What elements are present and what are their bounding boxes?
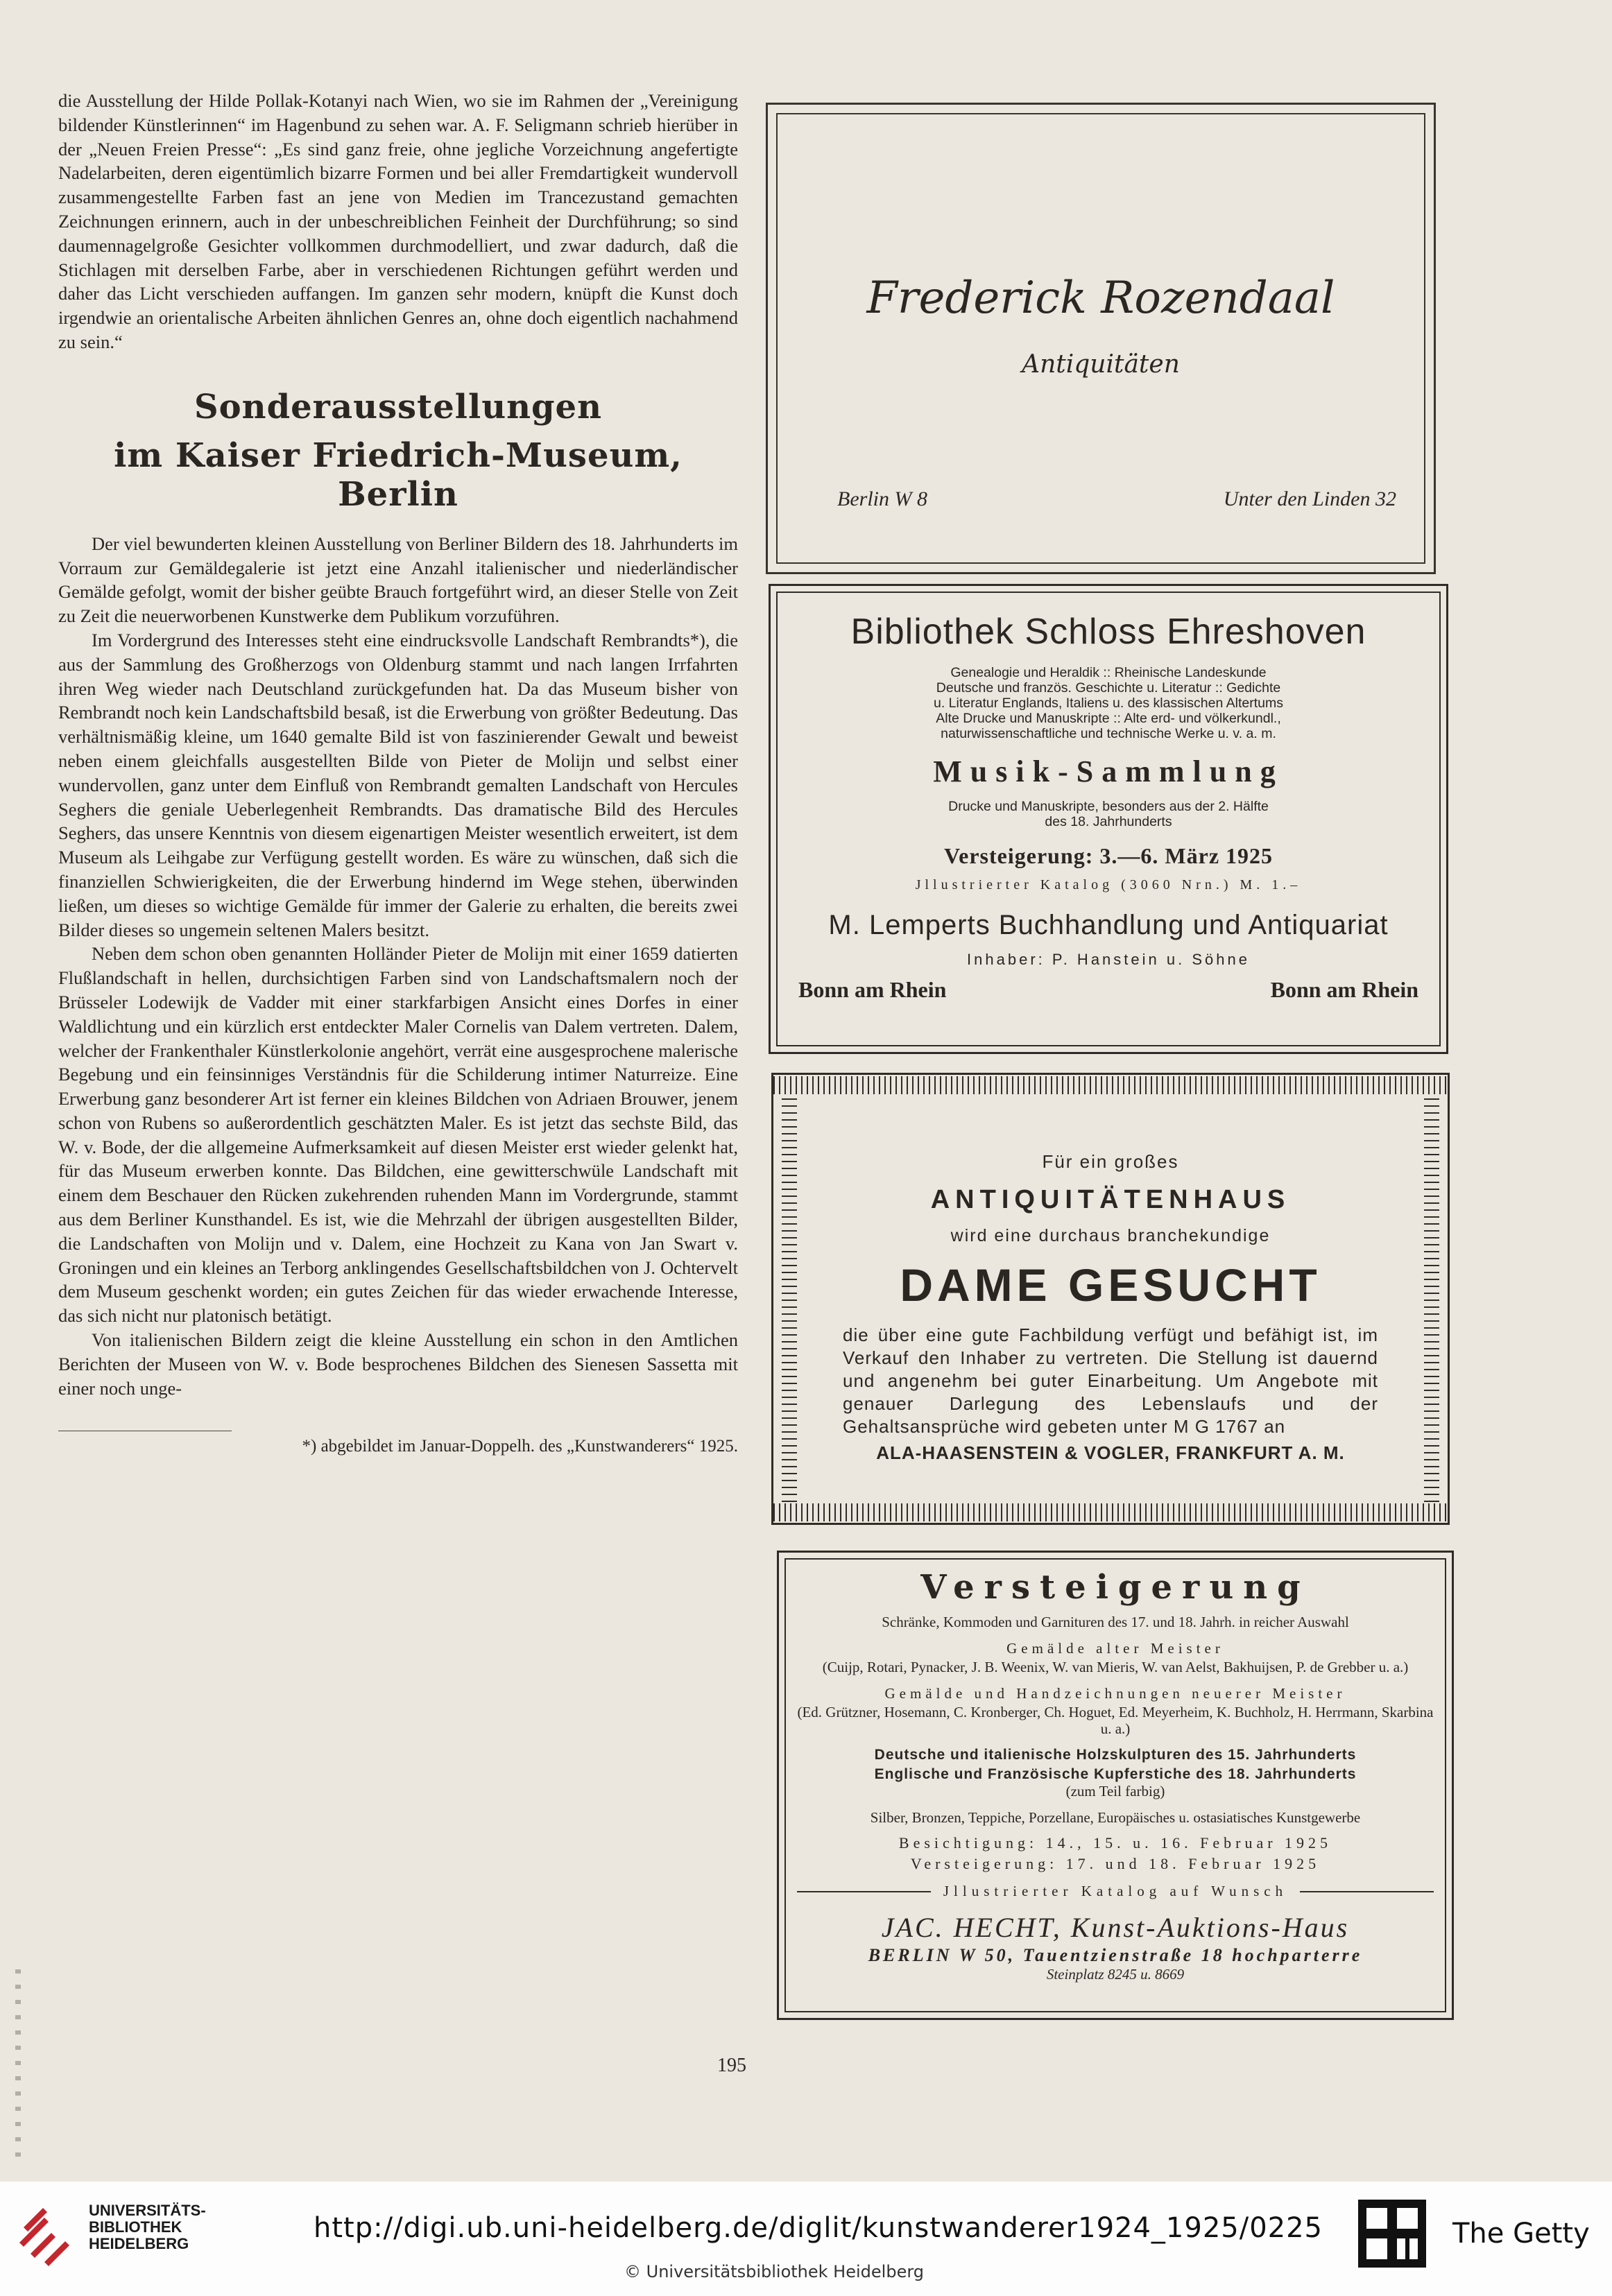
ad-antiquitaetenhaus-intro: Für ein großes xyxy=(1042,1151,1179,1172)
ad-ehreshoven-musik-line: Drucke und Manuskripte, besonders aus der 2. Hälfte xyxy=(948,799,1269,814)
ad-antiquitaetenhaus-body: die über eine gute Fachbildung verfügt und befähigt ist, im Verkauf den Inhaber zu vertreten. Die Stellung ist dauernd und angenehm bei guter Einarbeitung. Um Angebote mit genauer Darlegung des Lebenslaufs und der Gehaltsansprüche wird gebeten unter M G 1767 an xyxy=(843,1324,1378,1437)
ad-ehreshoven-musik: Musik-Sammlung xyxy=(933,754,1284,788)
ad-rozendaal-subtitle: Antiquitäten xyxy=(1022,350,1180,379)
heidelberg-library-logo-icon[interactable] xyxy=(17,2200,71,2266)
ad-ehreshoven-owner: Inhaber: P. Hanstein u. Söhne xyxy=(967,951,1250,968)
ad-versteigerung-sculpture: Deutsche und italienische Holzskulpturen des 15. Jahrhunderts xyxy=(874,1747,1357,1763)
permalink-url[interactable]: http://digi.ub.uni-heidelberg.de/diglit/kunstwanderer1924_1925/0225 xyxy=(314,2212,1323,2244)
ad-versteigerung-new-masters-names: (Ed. Grützner, Hosemann, C. Kronberger, Ch. Hoguet, Ed. Meyerheim, K. Buchholz, H. Herrmann, Skarbina u. a.) xyxy=(797,1704,1434,1737)
ad-ehreshoven-line: Deutsche und französ. Geschichte u. Literatur :: Gedichte xyxy=(936,680,1281,696)
ad-versteigerung xyxy=(777,1551,1454,2020)
ad-versteigerung-prints: Englische und Französische Kupferstiche des 18. Jahrhunderts xyxy=(874,1766,1357,1782)
ad-ehreshoven-cities xyxy=(798,977,1418,1003)
university-name-line: BIBLIOTHEK xyxy=(89,2218,182,2236)
ad-versteigerung-viewing: Besichtigung: 14., 15. u. 16. Februar 1925 xyxy=(898,1834,1332,1852)
ad-rozendaal-frame xyxy=(776,113,1425,564)
article-paragraph: Der viel bewunderten kleinen Ausstellung von Berliner Bildern des 18. Jahrhunderts im Vorraum zur Gemäldegalerie ist jetzt eine Anzahl italienischer und niederländischer Gemälde gefolgt, womit der bisher geübte Brauch fortgeführt wird, an dieser Stelle von Zeit zu Zeit die neuerworbenen Kunstwerke dem Publikum vorzuführen. xyxy=(58,533,738,627)
ad-versteigerung-title: Versteigerung xyxy=(920,1568,1310,1607)
ad-versteigerung-phone: Steinplatz 8245 u. 8669 xyxy=(1046,1966,1185,1983)
ad-ehreshoven-line: u. Literatur Englands, Italiens u. des klassischen Altertums xyxy=(933,696,1283,711)
ad-antiquitaetenhaus-mid: wird eine durchaus branchekundige xyxy=(950,1226,1271,1245)
article-heading-line1: Sonderausstellungen xyxy=(194,387,602,426)
university-name-line: HEIDELBERG xyxy=(89,2235,189,2252)
ad-versteigerung-furniture: Schränke, Kommoden und Garnituren des 17. und 18. Jahrh. in reicher Auswahl xyxy=(882,1614,1349,1630)
article-intro-paragraph: die Ausstellung der Hilde Pollak-Kotanyi nach Wien, wo sie im Rahmen der „Vereinigung bildender Künstlerinnen“ im Hagenbund zu sehen war. A. F. Seligmann schrieb hierüber in der „Neuen Freien Presse“: „Es sind ganz freie, ohne jegliche Vorzeichnung angefertigte Nadelarbeiten, deren eigentümlich bizarre Formen und bei aller Fremdartigkeit wundervoll zusammengestellte Farben fast an jene von Medien im Trancezustand gemachten Zeichnungen erinnern, auch in der unbeschreiblichen Feinheit der Durchführung; so sind daumennagelgroße Gesichter vollkommen durchmodelliert, und zwar dadurch, daß die Stichlagen mit derselben Farbe, aber in verschiedenen Richtungen geführt werden und daher das Licht verschieden auffangen. Im ganzen sehr modern, knüpft die Kunst doch irgendwie an orientalische Arbeiten ähnlichen Genres an, ohne doch eigentlich nachahmend zu sein.“ xyxy=(58,90,738,352)
ad-versteigerung-frame xyxy=(784,1558,1446,2012)
copyright-notice: © Universitätsbibliothek Heidelberg xyxy=(624,2262,925,2281)
viewer-footer xyxy=(0,2182,1612,2296)
ornamental-border-bottom xyxy=(773,1503,1448,1521)
getty-logo-icon[interactable] xyxy=(1358,2200,1426,2268)
ad-antiquitaetenhaus-content xyxy=(843,1151,1378,1464)
ad-ehreshoven-city-left: Bonn am Rhein xyxy=(798,977,947,1002)
article-paragraph: Neben dem schon oben genannten Holländer Pieter de Molijn mit einer 1659 datierten Flußlandschaft in hellen, durchsichtigen Farben sind von Landschaftsmalern noch der Brüsseler Lodewijk de Vadder mit einer starkfarbigen Ansicht eines Dorfes in einer Waldlichtung und ein kürzlich erst entdeckter Maler Cornelis van Dalem vertreten. Dalem, welcher der Frankenthaler Künstlerkolonie angehört, verrät eine ausgesprochene malerische Begebung und ein feinsinniges Verständnis für die Schilderung intimer Naturreize. Eine Erwerbung ganz besonderer Art ist ferner ein kleines Bildchen von Adriaen Brouwer, jenem schon von Rubens so außerordentlich geschätzten Maler. Es ist jetzt das sechste Bild, das W. v. Bode, der die allgemeine Aufmerksamkeit auf diesen Meister erst wieder gelenkt hat, für das Museum erwerben konnte. Das Bildchen, eine gewitterschwüle Landschaft mit einem dem Beschauer den Rücken zukehrenden ruhenden Mann im Vordergrunde, stammt aus dem Berliner Kunsthandel. Es ist, wie die Mehrzahl der übrigen ausgestellten Bilder, die Landschaften von Molijn und v. Dalem, eine Hochzeit zu Kana von Jan Swart v. Groningen und ein kleines an Terborg anklingendes Gesellschaftsbildchen von J. Ochtervelt dem Museum geschenkt worden; ein gutes Zeichen für das wieder erwachende Interesse, das sich nicht nur platonisch betätigt. xyxy=(58,943,738,1327)
university-name-line: UNIVERSITÄTS- xyxy=(89,2202,206,2219)
ad-ehreshoven-line: Genealogie und Heraldik :: Rheinische Landeskunde xyxy=(950,665,1267,680)
page-edge-marks xyxy=(15,1969,21,2164)
ad-ehreshoven xyxy=(769,584,1448,1054)
ad-antiquitaetenhaus-title: ANTIQUITÄTENHAUS xyxy=(930,1185,1291,1214)
ad-versteigerung-old-masters: Gemälde alter Meister xyxy=(1006,1640,1224,1657)
ad-antiquitaetenhaus xyxy=(771,1073,1450,1525)
ad-versteigerung-house: JAC. HECHT, Kunst-Auktions-Haus xyxy=(881,1912,1350,1943)
ad-ehreshoven-musik-line: des 18. Jahrhunderts xyxy=(1045,814,1172,829)
ornamental-border-right xyxy=(1424,1096,1439,1502)
ad-ehreshoven-city-right: Bonn am Rhein xyxy=(1270,977,1418,1002)
getty-name: The Getty xyxy=(1452,2218,1590,2250)
ad-versteigerung-catalog-row xyxy=(797,1883,1434,1900)
ad-ehreshoven-auction: Versteigerung: 3.—6. März 1925 xyxy=(943,843,1274,868)
university-library-name xyxy=(89,2202,206,2252)
ad-antiquitaetenhaus-headline: DAME GESUCHT xyxy=(900,1259,1321,1311)
ad-ehreshoven-line: Alte Drucke und Manuskripte :: Alte erd- und völkerkundl., xyxy=(936,711,1281,726)
ad-ehreshoven-frame xyxy=(776,592,1441,1046)
ad-rozendaal-name: Frederick Rozendaal xyxy=(866,273,1335,324)
divider xyxy=(797,1891,931,1892)
ad-ehreshoven-title: Bibliothek Schloss Ehreshoven xyxy=(850,612,1366,652)
ad-ehreshoven-dealer: M. Lemperts Buchhandlung und Antiquariat xyxy=(828,910,1389,940)
ad-versteigerung-catalog: Jllustrierter Katalog auf Wunsch xyxy=(943,1883,1288,1899)
ornamental-border-left xyxy=(782,1096,797,1502)
article-heading-line2: im Kaiser Friedrich-Museum, Berlin xyxy=(114,435,683,514)
ad-versteigerung-address: BERLIN W 50, Tauentzienstraße 18 hochparterre xyxy=(868,1945,1363,1965)
ad-versteigerung-dates: Versteigerung: 17. und 18. Februar 1925 xyxy=(910,1855,1321,1872)
ad-versteigerung-misc: Silber, Bronzen, Teppiche, Porzellane, Europäisches u. ostasiatisches Kunstgewerbe xyxy=(870,1809,1361,1826)
ad-versteigerung-new-masters: Gemälde und Handzeichnungen neuerer Meister xyxy=(884,1685,1346,1702)
ad-rozendaal xyxy=(766,103,1436,574)
article-column xyxy=(58,89,738,1456)
ad-antiquitaetenhaus-firm: ALA-HAASENSTEIN & VOGLER, FRANKFURT A. M. xyxy=(876,1442,1345,1463)
ad-rozendaal-street: Unter den Linden 32 xyxy=(1223,487,1396,510)
divider xyxy=(1300,1891,1434,1892)
ornamental-border-top xyxy=(773,1076,1448,1094)
ad-versteigerung-prints-note: (zum Teil farbig) xyxy=(1065,1783,1165,1799)
ad-versteigerung-old-masters-names: (Cuijp, Rotari, Pynacker, J. B. Weenix, W. van Mieris, W. van Aelst, Bakhuijsen, P. de Grebber u. a.) xyxy=(822,1659,1409,1675)
ad-rozendaal-city: Berlin W 8 xyxy=(837,487,927,510)
article-paragraph: Im Vordergrund des Interesses steht eine eindrucksvolle Landschaft Rembrandts*), die aus der Sammlung des Großherzogs von Oldenburg stammt und nach langen Irrfahrten ihren Weg wieder nach Deutschland zurückgefunden hat. Da das Museum bisher von Rembrandt noch kein Landschaftsbild besaß, ist die Erwerbung von größter Bedeutung. Das verhältnismäßig kleine, um 1640 gemalte Bild ist von faszinierender Gewalt und beweist neben einem gleichfalls ausgestellten Bilde von Pieter de Molijn und selbst einer wundervollen, ganz unter dem Einfluß von Rembrandt gemalten Landschaft von Hercules Seghers die geniale Ueberlegenheit Rembrandts. Das dramatische Bild des Hercules Seghers, das unsere Kenntnis von diesem eigenartigen Meister wesentlich erweitert, ist dem Museum als Leihgabe zur Verfügung gestellt worden. Es wäre zu wünschen, daß sich die finanziellen Schwierigkeiten, die der Erwerbung hindernd im Wege stehen, überwinden ließen, um dieses so wichtige Gemälde für immer der Galerie zu erhalten, die bereits zwei Bilder dieses so ungemein seltenen Malers besitzt. xyxy=(58,629,738,940)
article-paragraph: Von italienischen Bildern zeigt die kleine Ausstellung ein schon in den Amtlichen Berichten der Museen von W. v. Bode besprochenes Bildchen des Sienesen Sassetta mit einer noch unge- xyxy=(58,1329,738,1399)
ad-ehreshoven-catalog: Jllustrierter Katalog (3060 Nrn.) M. 1.– xyxy=(915,877,1302,892)
page-number: 195 xyxy=(717,2055,746,2076)
footnote: *) abgebildet im Januar-Doppelh. des „Kunstwanderers“ 1925. xyxy=(302,1437,738,1456)
ad-ehreshoven-line: naturwissenschaftliche und technische Werke u. v. a. m. xyxy=(941,726,1276,741)
